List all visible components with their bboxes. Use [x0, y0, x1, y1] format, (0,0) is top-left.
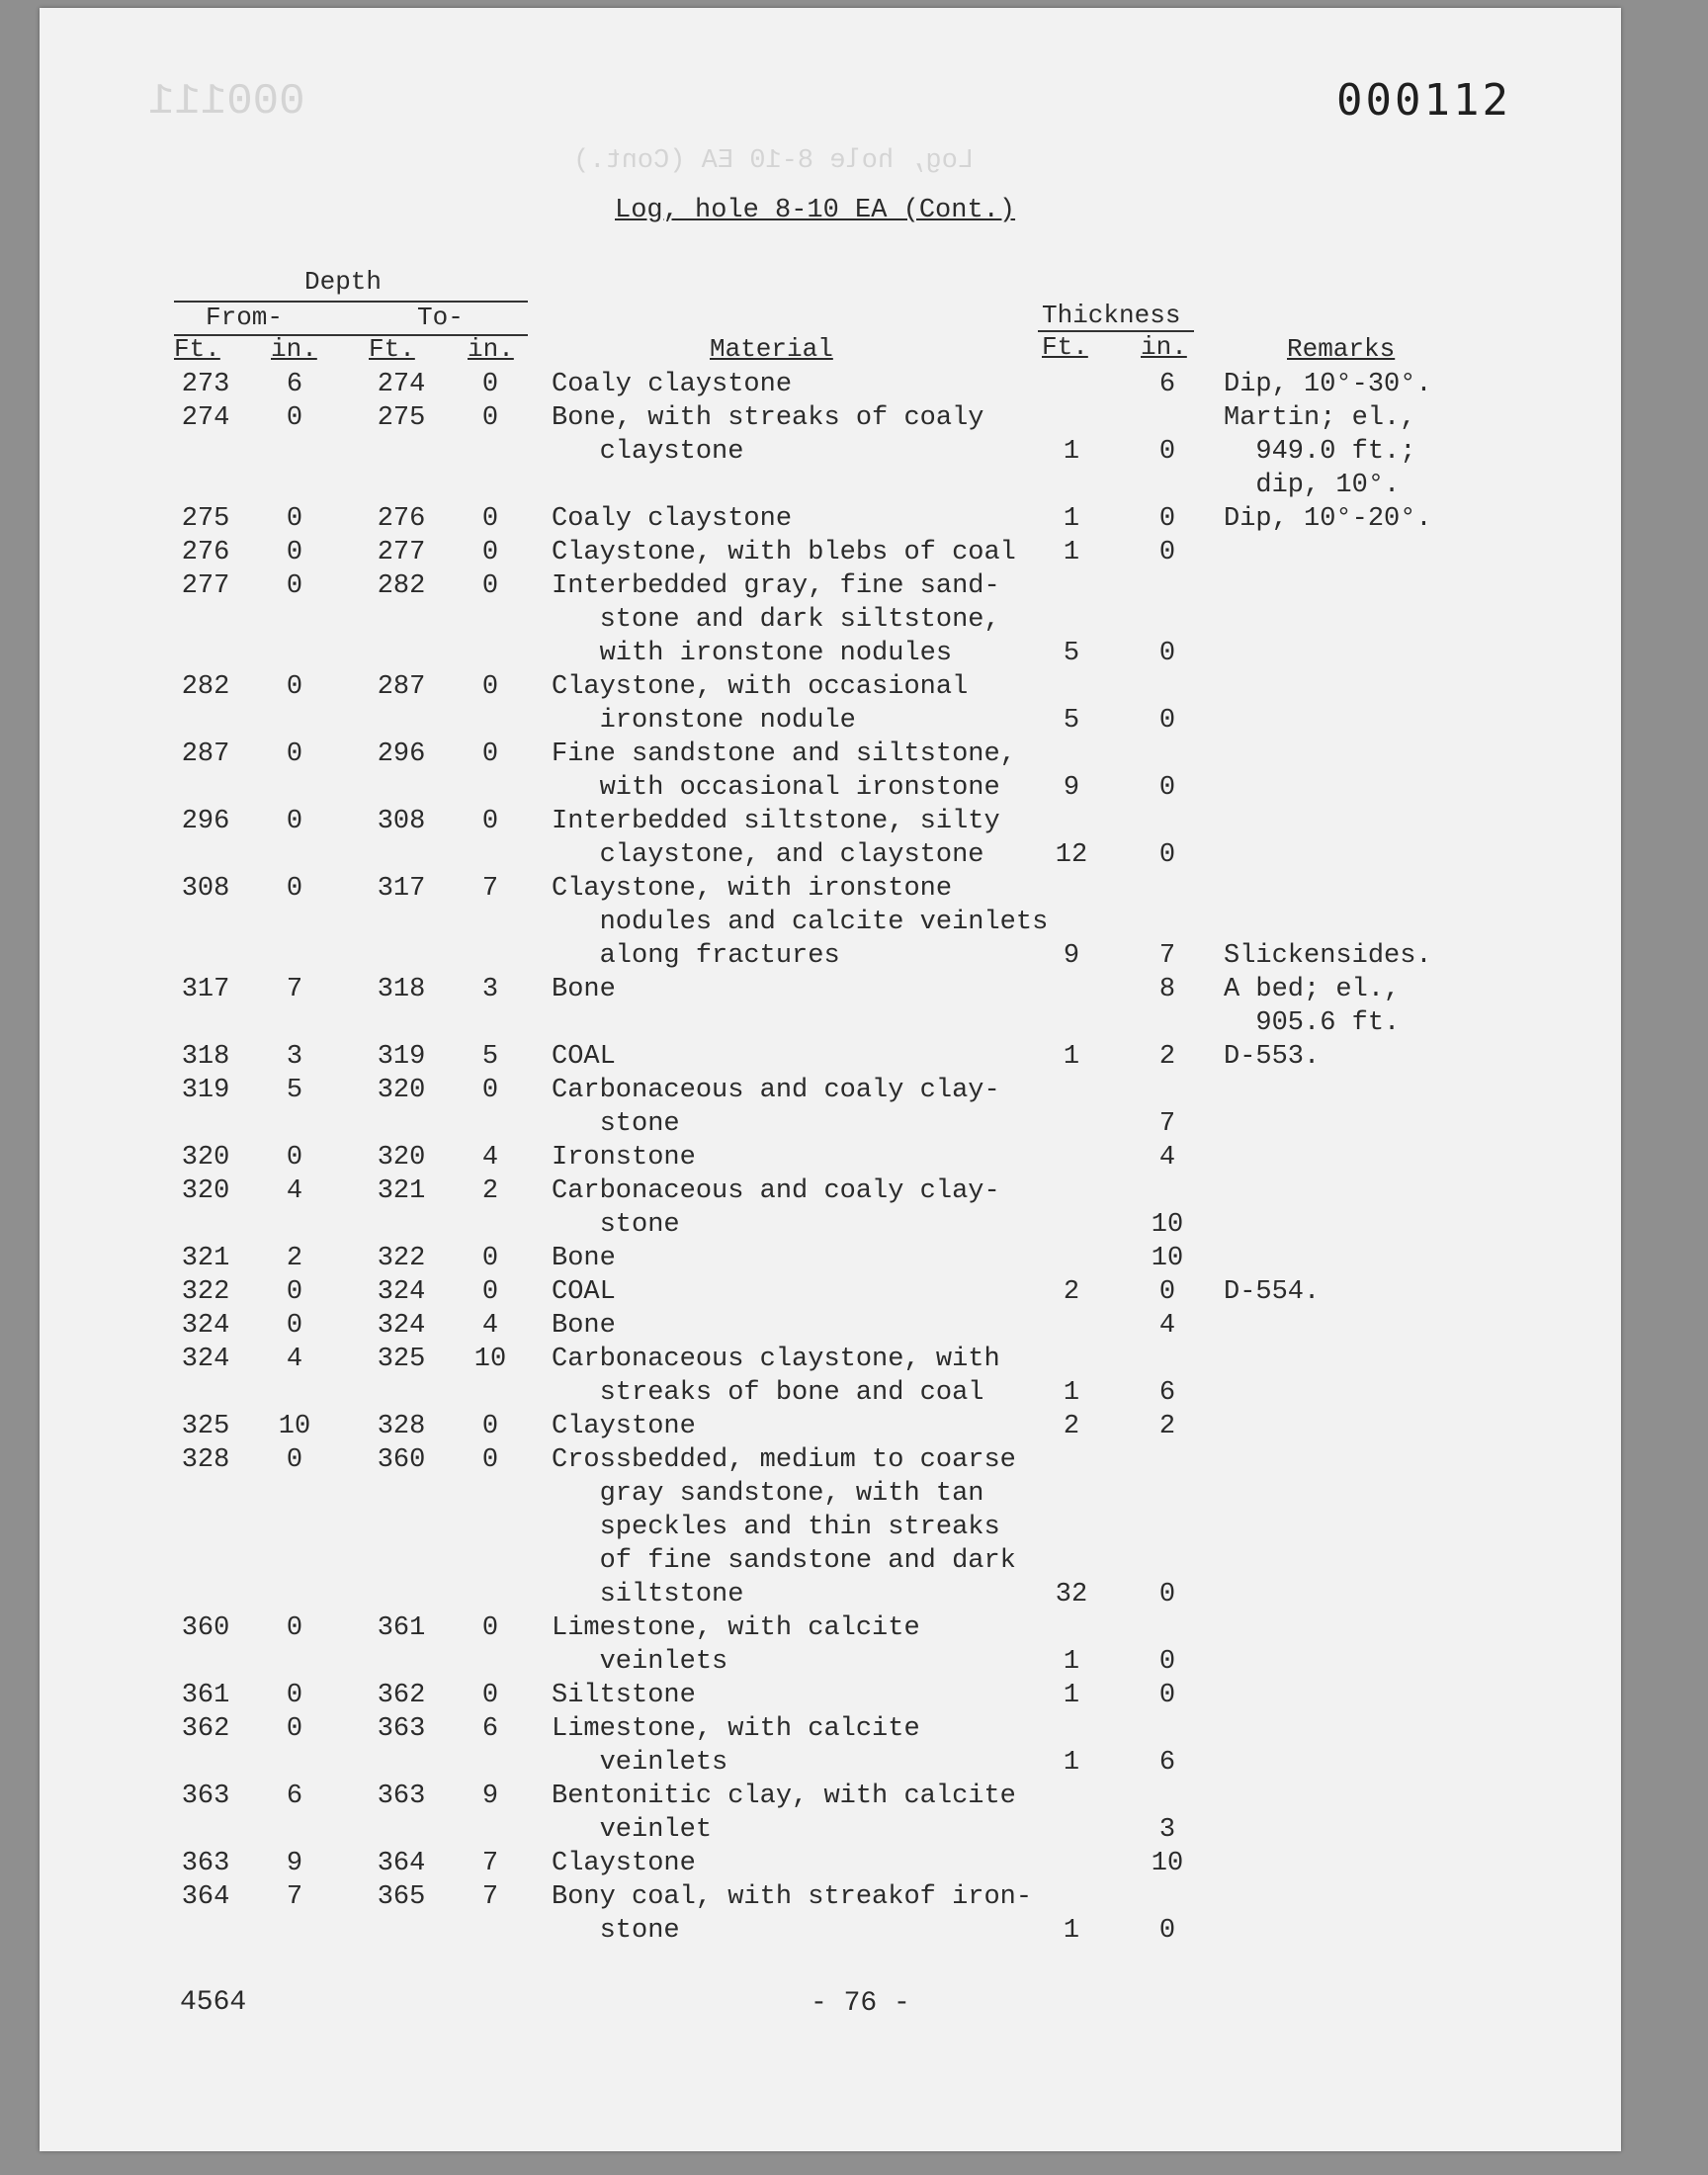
- depth-to-ft-cell: 276: [377, 504, 426, 534]
- remarks-text: D-553.: [1224, 1042, 1321, 1072]
- thickness-in-cell: 0: [1158, 1916, 1176, 1946]
- depth-to-ft-cell: 282: [377, 571, 426, 601]
- depth-to-in-cell: 9: [481, 1782, 499, 1811]
- depth-to-ft-cell: 360: [377, 1445, 426, 1475]
- material-text: Bone: [552, 1244, 616, 1273]
- depth-to-in-cell: 0: [481, 370, 499, 399]
- page-title: Log, hole 8-10 EA (Cont.): [615, 196, 1016, 225]
- depth-to-in-cell: 0: [481, 1613, 499, 1643]
- depth-to-in-cell: 0: [481, 1277, 499, 1307]
- depth-from-in-cell: 0: [286, 571, 303, 601]
- depth-to-in-cell: 5: [481, 1042, 499, 1072]
- to-ft-header: Ft.: [369, 334, 415, 364]
- depth-from-in-cell: 0: [286, 1143, 303, 1173]
- material-text: Coaly claystone: [552, 370, 793, 399]
- material-text: Ironstone: [552, 1143, 696, 1173]
- material-text: stone and dark siltstone,: [552, 605, 1000, 635]
- depth-to-ft-cell: 328: [377, 1412, 426, 1441]
- material-text: with ironstone nodules: [552, 639, 953, 668]
- depth-from-ft-cell: 282: [181, 672, 230, 702]
- depth-to-in-cell: 0: [481, 740, 499, 769]
- remarks-text: Martin; el.,: [1224, 403, 1416, 433]
- thickness-in-cell: 0: [1158, 639, 1176, 668]
- material-text: Interbedded siltstone, silty: [552, 807, 1000, 836]
- depth-from-ft-cell: 318: [181, 1042, 230, 1072]
- depth-from-ft-cell: 360: [181, 1613, 230, 1643]
- thickness-in-cell: 3: [1158, 1815, 1176, 1845]
- depth-from-ft-cell: 273: [181, 370, 230, 399]
- to-in-header: in.: [468, 334, 514, 364]
- depth-from-in-cell: 0: [286, 807, 303, 836]
- depth-from-ft-cell: 274: [181, 403, 230, 433]
- material-text: veinlets: [552, 1748, 728, 1778]
- depth-from-ft-cell: 362: [181, 1714, 230, 1744]
- material-text: Crossbedded, medium to coarse: [552, 1445, 1016, 1475]
- thickness-ft-cell: 5: [1063, 706, 1080, 736]
- depth-to-in-cell: 3: [481, 975, 499, 1004]
- depth-to-ft-cell: 322: [377, 1244, 426, 1273]
- depth-to-ft-cell: 324: [377, 1311, 426, 1341]
- depth-to-ft-cell: 319: [377, 1042, 426, 1072]
- thickness-in-cell: 10: [1151, 1210, 1184, 1240]
- depth-to-ft-cell: 364: [377, 1849, 426, 1878]
- depth-to-ft-cell: 320: [377, 1143, 426, 1173]
- page-id: 000112: [1336, 75, 1511, 126]
- depth-from-ft-cell: 364: [181, 1882, 230, 1912]
- bleed-through-page-id: 000111: [148, 77, 305, 127]
- thickness-in-cell: 4: [1158, 1311, 1176, 1341]
- depth-to-in-cell: 10: [473, 1345, 507, 1374]
- depth-to-in-cell: 0: [481, 403, 499, 433]
- depth-to-ft-cell: 361: [377, 1613, 426, 1643]
- depth-to-in-cell: 0: [481, 571, 499, 601]
- material-text: COAL: [552, 1042, 616, 1072]
- material-text: siltstone: [552, 1580, 744, 1610]
- depth-from-in-cell: 9: [286, 1849, 303, 1878]
- thickness-ft-cell: 1: [1063, 1042, 1080, 1072]
- depth-from-ft-cell: 320: [181, 1176, 230, 1206]
- depth-from-ft-cell: 324: [181, 1311, 230, 1341]
- material-text: claystone: [552, 437, 744, 467]
- material-text: Interbedded gray, fine sand-: [552, 571, 1000, 601]
- material-text: veinlet: [552, 1815, 713, 1845]
- bleed-through-title: Log, hole 8-10 EA (Cont.): [573, 146, 975, 176]
- material-text: ironstone nodule: [552, 706, 856, 736]
- depth-to-in-cell: 7: [481, 874, 499, 904]
- depth-from-in-cell: 0: [286, 874, 303, 904]
- document-page: [40, 8, 1621, 2151]
- thickness-ft-cell: 5: [1063, 639, 1080, 668]
- depth-from-ft-cell: 361: [181, 1681, 230, 1710]
- material-text: COAL: [552, 1277, 616, 1307]
- depth-from-ft-cell: 320: [181, 1143, 230, 1173]
- thickness-in-cell: 0: [1158, 1277, 1176, 1307]
- depth-to-ft-cell: 320: [377, 1076, 426, 1105]
- depth-from-ft-cell: 308: [181, 874, 230, 904]
- thickness-ft-cell: 2: [1063, 1277, 1080, 1307]
- thickness-ft-cell: 9: [1063, 941, 1080, 971]
- depth-to-ft-cell: 324: [377, 1277, 426, 1307]
- depth-to-ft-cell: 317: [377, 874, 426, 904]
- thickness-in-cell: 10: [1151, 1244, 1184, 1273]
- depth-to-ft-cell: 363: [377, 1714, 426, 1744]
- depth-from-in-cell: 7: [286, 1882, 303, 1912]
- thickness-in-cell: 0: [1158, 840, 1176, 870]
- material-text: Siltstone: [552, 1681, 696, 1710]
- remarks-header: Remarks: [1287, 334, 1396, 364]
- depth-from-in-cell: 0: [286, 1714, 303, 1744]
- depth-from-in-cell: 0: [286, 672, 303, 702]
- to-header: To-: [417, 303, 464, 332]
- depth-from-in-cell: 4: [286, 1345, 303, 1374]
- material-text: Limestone, with calcite: [552, 1714, 920, 1744]
- depth-to-in-cell: 2: [481, 1176, 499, 1206]
- thickness-ft-cell: 1: [1063, 437, 1080, 467]
- thickness-in-cell: 2: [1158, 1412, 1176, 1441]
- depth-from-in-cell: 10: [278, 1412, 311, 1441]
- from-in-header: in.: [271, 334, 317, 364]
- thickness-in-header: in.: [1141, 332, 1187, 362]
- depth-from-ft-cell: 363: [181, 1782, 230, 1811]
- depth-from-ft-cell: 363: [181, 1849, 230, 1878]
- thickness-in-cell: 0: [1158, 1681, 1176, 1710]
- depth-to-ft-cell: 365: [377, 1882, 426, 1912]
- depth-to-in-cell: 0: [481, 1244, 499, 1273]
- material-text: Bentonitic clay, with calcite: [552, 1782, 1016, 1811]
- depth-to-in-cell: 4: [481, 1311, 499, 1341]
- depth-to-in-cell: 0: [481, 1076, 499, 1105]
- thickness-in-cell: 7: [1158, 941, 1176, 971]
- depth-from-in-cell: 0: [286, 538, 303, 567]
- material-text: Bone: [552, 1311, 616, 1341]
- thickness-in-cell: 7: [1158, 1109, 1176, 1139]
- thickness-ft-cell: 1: [1063, 538, 1080, 567]
- material-text: Claystone: [552, 1412, 696, 1441]
- depth-from-in-cell: 0: [286, 403, 303, 433]
- thickness-ft-cell: 1: [1063, 1681, 1080, 1710]
- depth-to-in-cell: 0: [481, 1412, 499, 1441]
- depth-from-ft-cell: 317: [181, 975, 230, 1004]
- depth-from-in-cell: 0: [286, 1445, 303, 1475]
- thickness-in-cell: 4: [1158, 1143, 1176, 1173]
- depth-to-in-cell: 4: [481, 1143, 499, 1173]
- remarks-text: dip, 10°.: [1224, 471, 1401, 500]
- depth-from-in-cell: 0: [286, 1277, 303, 1307]
- material-text: Bone, with streaks of coaly: [552, 403, 984, 433]
- depth-from-ft-cell: 325: [181, 1412, 230, 1441]
- remarks-text: D-554.: [1224, 1277, 1321, 1307]
- depth-from-ft-cell: 324: [181, 1345, 230, 1374]
- material-text: Bony coal, with streakof iron-: [552, 1882, 1033, 1912]
- material-text: nodules and calcite veinlets: [552, 908, 1049, 937]
- depth-to-in-cell: 0: [481, 807, 499, 836]
- material-text: Claystone, with blebs of coal: [552, 538, 1016, 567]
- depth-to-ft-cell: 321: [377, 1176, 426, 1206]
- depth-to-ft-cell: 318: [377, 975, 426, 1004]
- depth-to-ft-cell: 308: [377, 807, 426, 836]
- depth-to-in-cell: 7: [481, 1849, 499, 1878]
- depth-to-in-cell: 0: [481, 1681, 499, 1710]
- remarks-text: Slickensides.: [1224, 941, 1432, 971]
- page-number: - 76 -: [811, 1988, 910, 2019]
- thickness-in-cell: 0: [1158, 1580, 1176, 1610]
- thickness-in-cell: 6: [1158, 1378, 1176, 1408]
- material-text: streaks of bone and coal: [552, 1378, 984, 1408]
- remarks-text: Dip, 10°-30°.: [1224, 370, 1432, 399]
- from-ft-header: Ft.: [174, 334, 220, 364]
- depth-to-ft-cell: 363: [377, 1782, 426, 1811]
- depth-from-ft-cell: 287: [181, 740, 230, 769]
- material-text: veinlets: [552, 1647, 728, 1677]
- material-text: of fine sandstone and dark: [552, 1546, 1016, 1576]
- remarks-text: A bed; el.,: [1224, 975, 1401, 1004]
- material-text: Coaly claystone: [552, 504, 793, 534]
- thickness-in-cell: 0: [1158, 504, 1176, 534]
- depth-from-in-cell: 0: [286, 1613, 303, 1643]
- depth-from-in-cell: 0: [286, 504, 303, 534]
- depth-to-ft-cell: 296: [377, 740, 426, 769]
- depth-from-in-cell: 0: [286, 1681, 303, 1710]
- remarks-text: Dip, 10°-20°.: [1224, 504, 1432, 534]
- depth-from-in-cell: 6: [286, 370, 303, 399]
- depth-to-in-cell: 7: [481, 1882, 499, 1912]
- depth-to-in-cell: 0: [481, 672, 499, 702]
- depth-to-in-cell: 0: [481, 1445, 499, 1475]
- depth-to-ft-cell: 277: [377, 538, 426, 567]
- material-text: Claystone: [552, 1849, 696, 1878]
- material-text: along fractures: [552, 941, 840, 971]
- thickness-ft-cell: 9: [1063, 773, 1080, 803]
- material-text: Bone: [552, 975, 616, 1004]
- thickness-in-cell: 0: [1158, 706, 1176, 736]
- depth-from-in-cell: 3: [286, 1042, 303, 1072]
- depth-to-in-cell: 6: [481, 1714, 499, 1744]
- depth-from-ft-cell: 277: [181, 571, 230, 601]
- thickness-ft-cell: 1: [1063, 1647, 1080, 1677]
- remarks-text: 905.6 ft.: [1224, 1008, 1401, 1038]
- material-text: Fine sandstone and siltstone,: [552, 740, 1016, 769]
- depth-from-ft-cell: 328: [181, 1445, 230, 1475]
- depth-to-ft-cell: 274: [377, 370, 426, 399]
- material-text: Claystone, with occasional: [552, 672, 969, 702]
- depth-from-in-cell: 4: [286, 1176, 303, 1206]
- depth-from-ft-cell: 275: [181, 504, 230, 534]
- thickness-ft-cell: 1: [1063, 504, 1080, 534]
- material-text: stone: [552, 1916, 680, 1946]
- depth-to-in-cell: 0: [481, 538, 499, 567]
- thickness-ft-header: Ft.: [1042, 332, 1088, 362]
- depth-from-ft-cell: 276: [181, 538, 230, 567]
- thickness-in-cell: 0: [1158, 538, 1176, 567]
- footer-number: 4564: [180, 1987, 247, 2018]
- thickness-in-cell: 0: [1158, 1647, 1176, 1677]
- material-text: claystone, and claystone: [552, 840, 984, 870]
- material-text: gray sandstone, with tan: [552, 1479, 984, 1509]
- depth-from-in-cell: 0: [286, 1311, 303, 1341]
- material-text: stone: [552, 1109, 680, 1139]
- material-text: speckles and thin streaks: [552, 1513, 1000, 1542]
- depth-to-ft-cell: 287: [377, 672, 426, 702]
- material-text: Carbonaceous and coaly clay-: [552, 1076, 1000, 1105]
- depth-to-ft-cell: 362: [377, 1681, 426, 1710]
- thickness-ft-cell: 12: [1055, 840, 1088, 870]
- depth-from-ft-cell: 322: [181, 1277, 230, 1307]
- thickness-ft-cell: 1: [1063, 1378, 1080, 1408]
- depth-from-in-cell: 5: [286, 1076, 303, 1105]
- material-text: stone: [552, 1210, 680, 1240]
- thickness-in-cell: 6: [1158, 1748, 1176, 1778]
- thickness-in-cell: 0: [1158, 773, 1176, 803]
- depth-to-ft-cell: 325: [377, 1345, 426, 1374]
- thickness-header: Thickness: [1042, 301, 1181, 330]
- material-header: Material: [710, 334, 833, 364]
- thickness-in-cell: 8: [1158, 975, 1176, 1004]
- thickness-ft-cell: 2: [1063, 1412, 1080, 1441]
- thickness-ft-cell: 1: [1063, 1916, 1080, 1946]
- material-text: Claystone, with ironstone: [552, 874, 953, 904]
- thickness-ft-cell: 1: [1063, 1748, 1080, 1778]
- depth-from-ft-cell: 321: [181, 1244, 230, 1273]
- material-text: Carbonaceous and coaly clay-: [552, 1176, 1000, 1206]
- depth-from-in-cell: 6: [286, 1782, 303, 1811]
- thickness-ft-cell: 32: [1055, 1580, 1088, 1610]
- thickness-in-cell: 6: [1158, 370, 1176, 399]
- from-header: From-: [206, 303, 284, 332]
- remarks-text: 949.0 ft.;: [1224, 437, 1416, 467]
- depth-to-ft-cell: 275: [377, 403, 426, 433]
- material-text: with occasional ironstone: [552, 773, 1000, 803]
- depth-from-in-cell: 7: [286, 975, 303, 1004]
- thickness-in-cell: 2: [1158, 1042, 1176, 1072]
- thickness-in-cell: 0: [1158, 437, 1176, 467]
- thickness-in-cell: 10: [1151, 1849, 1184, 1878]
- depth-to-in-cell: 0: [481, 504, 499, 534]
- depth-from-in-cell: 2: [286, 1244, 303, 1273]
- depth-header: Depth: [304, 267, 383, 297]
- depth-from-ft-cell: 296: [181, 807, 230, 836]
- depth-from-in-cell: 0: [286, 740, 303, 769]
- depth-from-ft-cell: 319: [181, 1076, 230, 1105]
- material-text: Limestone, with calcite: [552, 1613, 920, 1643]
- material-text: Carbonaceous claystone, with: [552, 1345, 1000, 1374]
